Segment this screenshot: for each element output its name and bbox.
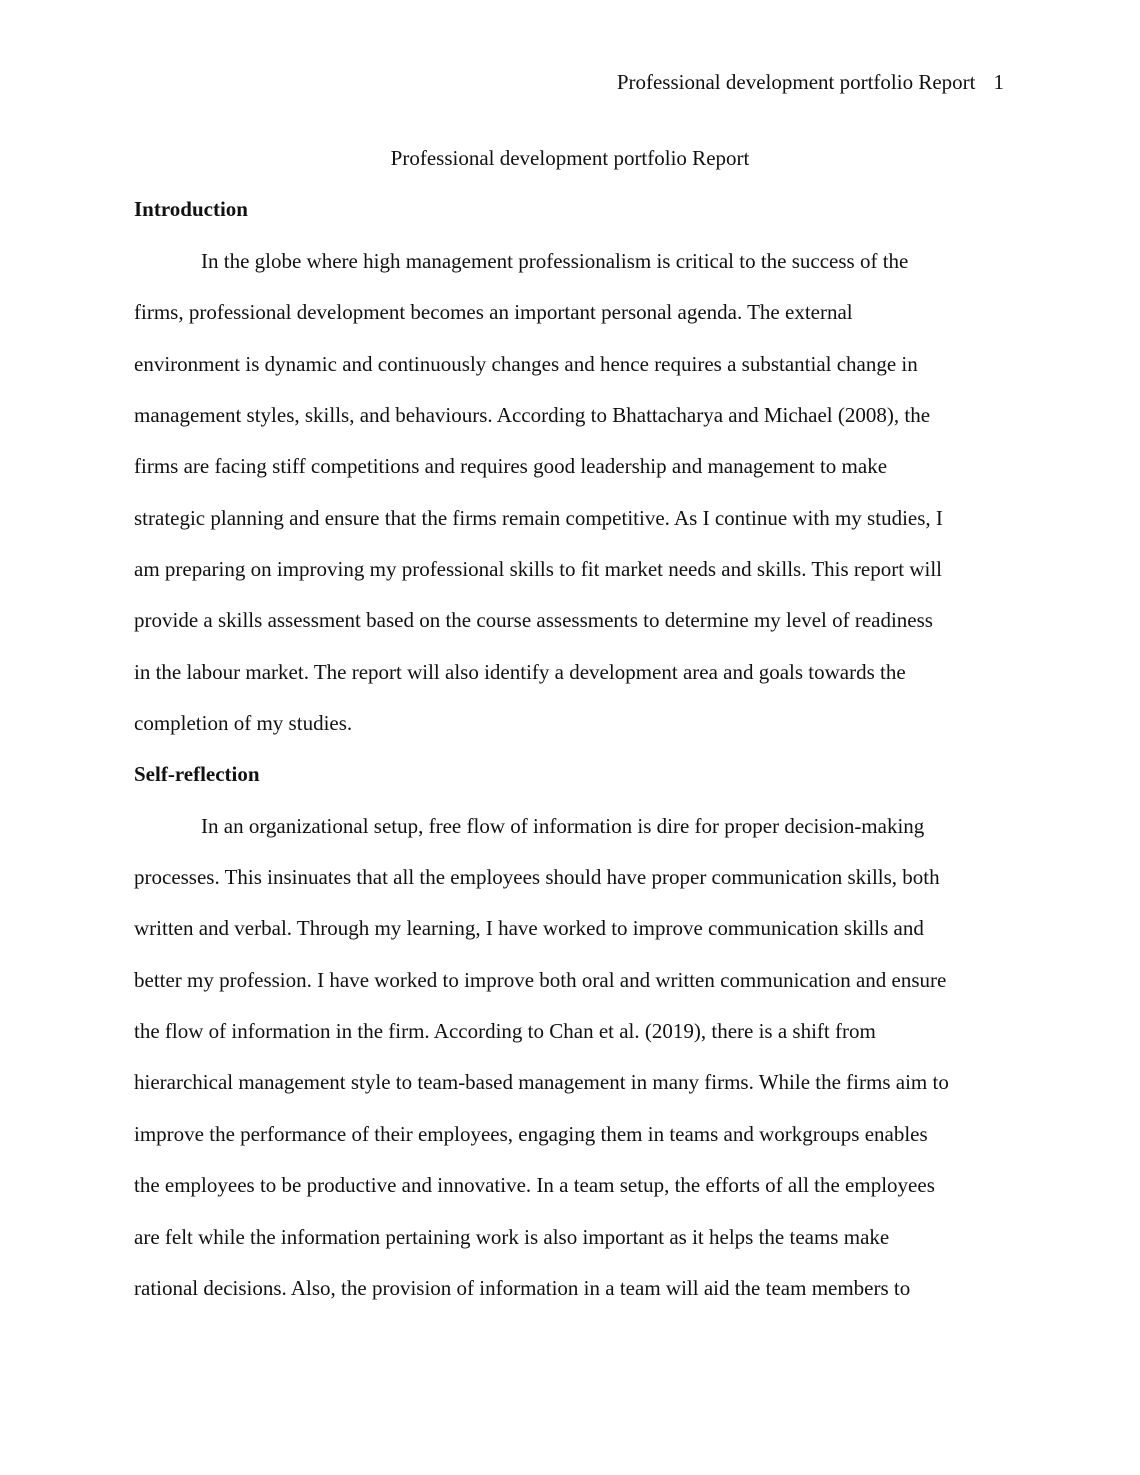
paragraph-line: in the labour market. The report will also identify a development area and goals towards the [134, 660, 906, 684]
paragraph-line: In an organizational setup, free flow of information is dire for proper decision-making [201, 814, 925, 838]
page-number: 1 [993, 70, 1004, 94]
paragraph-line: provide a skills assessment based on the course assessments to determine my level of readiness [134, 608, 933, 632]
document-title: Professional development portfolio Report [390, 146, 750, 170]
paragraph-line: firms are facing stiff competitions and requires good leadership and management to make [134, 454, 888, 478]
section-heading-self-reflection: Self-reflection [134, 762, 260, 786]
paragraph-line: completion of my studies. [134, 711, 353, 735]
running-header-title: Professional development portfolio Report [616, 70, 976, 94]
running-header [617, 68, 1004, 96]
paragraph-line: the flow of information in the firm. According to Chan et al. (2019), there is a shift from [134, 1019, 876, 1043]
paragraph-line: rational decisions. Also, the provision of information in a team will aid the team members to [134, 1276, 911, 1300]
paragraph-line: firms, professional development becomes an important personal agenda. The external [134, 300, 853, 324]
paragraph-line: In the globe where high management professionalism is critical to the success of the [201, 249, 909, 273]
paragraph-line: strategic planning and ensure that the firms remain competitive. As I continue with my studies, I [134, 506, 943, 530]
paragraph-line: environment is dynamic and continuously changes and hence requires a substantial change in [134, 352, 918, 376]
paragraph-line: better my profession. I have worked to improve both oral and written communication and ensure [134, 968, 947, 992]
paragraph-line: the employees to be productive and innovative. In a team setup, the efforts of all the employees [134, 1173, 935, 1197]
paragraph-line: processes. This insinuates that all the employees should have proper communication skills, both [134, 865, 940, 889]
paragraph-line: written and verbal. Through my learning, I have worked to improve communication skills and [134, 916, 924, 940]
paragraph-line: am preparing on improving my professional skills to fit market needs and skills. This report will [134, 557, 942, 581]
section-heading-introduction: Introduction [134, 197, 248, 221]
paragraph-line: improve the performance of their employees, engaging them in teams and workgroups enables [134, 1122, 928, 1146]
paragraph-line: management styles, skills, and behaviours. According to Bhattacharya and Michael (2008), the [134, 403, 931, 427]
paragraph-line: hierarchical management style to team-based management in many firms. While the firms aim to [134, 1070, 949, 1094]
paragraph-line: are felt while the information pertaining work is also important as it helps the teams make [134, 1225, 890, 1249]
